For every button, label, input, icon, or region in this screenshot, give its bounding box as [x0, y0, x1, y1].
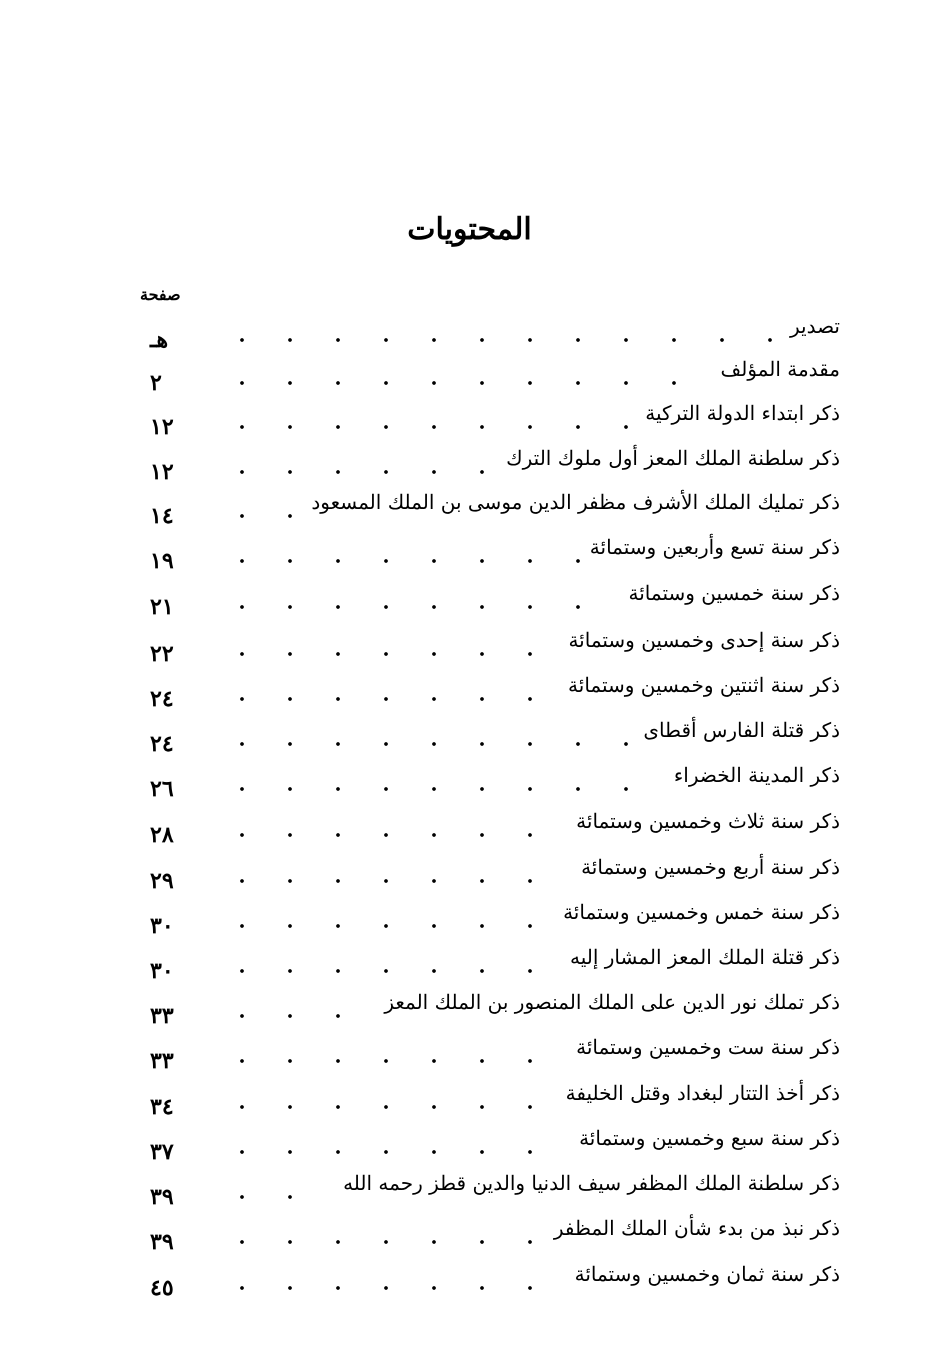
toc-entry[interactable] — [150, 445, 840, 485]
dot-leader — [218, 961, 560, 981]
toc-entry-title: ذكر سنة ست وخمسين وستمائة — [576, 1035, 840, 1059]
dot-leader — [218, 1097, 556, 1117]
toc-entry-title: تصدير — [789, 314, 840, 338]
dot-leader — [218, 330, 780, 350]
dot-leader — [218, 734, 633, 754]
toc-entry-title: ذكر سنة أربع وخمسين وستمائة — [581, 855, 840, 879]
toc-entry[interactable] — [150, 854, 840, 894]
toc-entry-page: ٢٤ — [150, 686, 174, 712]
toc-entry[interactable] — [150, 717, 840, 757]
toc-entry-page: ٣٩ — [150, 1184, 174, 1210]
dot-leader — [218, 644, 558, 664]
toc-entry-page: ٣٧ — [150, 1139, 174, 1165]
dot-leader — [218, 916, 553, 936]
toc-entry-title: ذكر سنة اثنتين وخمسين وستمائة — [568, 673, 840, 697]
toc-entry[interactable] — [150, 1170, 840, 1210]
toc-entry-page: ١٢ — [150, 414, 174, 440]
toc-entry[interactable] — [150, 400, 840, 440]
toc-entry-title: ذكر سنة خمس وخمسين وستمائة — [563, 900, 840, 924]
toc-entry-title: ذكر سلطنة الملك المظفر سيف الدنيا والدين قطز رحمه الله — [343, 1171, 840, 1195]
toc-entry-title: ذكر سنة ثمان وخمسين وستمائة — [574, 1262, 840, 1286]
dot-leader — [218, 373, 711, 393]
toc-entry-page: ٢٩ — [150, 868, 174, 894]
toc-entry[interactable] — [150, 1034, 840, 1074]
toc-entry[interactable] — [150, 1215, 840, 1255]
dot-leader — [218, 871, 571, 891]
toc-entry-title: ذكر سنة تسع وأربعين وستمائة — [589, 535, 840, 559]
toc-entry[interactable] — [150, 944, 840, 984]
toc-entry-page: ٣٩ — [150, 1229, 174, 1255]
toc-entry[interactable] — [150, 672, 840, 712]
toc-entry[interactable] — [150, 534, 840, 574]
dot-leader — [218, 1142, 569, 1162]
toc-entry-page: ٣٠ — [150, 913, 174, 939]
toc-entry-title: ذكر المدينة الخضراء — [673, 763, 840, 787]
toc-entry-title: ذكر قتلة الملك المعز المشار إليه — [570, 945, 840, 969]
toc-entry-page: ٣٣ — [150, 1003, 174, 1029]
toc-entry-page: ١٢ — [150, 459, 174, 485]
toc-entry-title: ذكر سلطنة الملك المعز أول ملوك الترك — [506, 446, 840, 470]
toc-entry-title: مقدمة المؤلف — [720, 357, 840, 381]
dot-leader — [218, 462, 496, 482]
toc-entry-title: ذكر سنة خمسين وستمائة — [628, 581, 840, 605]
toc-entry[interactable] — [150, 808, 840, 848]
toc-entry[interactable] — [150, 1080, 840, 1120]
dot-leader — [218, 1278, 565, 1298]
toc-entry-page: ٣٣ — [150, 1048, 174, 1074]
toc-entry-title: ذكر قتلة الفارس أقطاى — [643, 718, 840, 742]
dot-leader — [218, 779, 664, 799]
toc-entry-page: ٢ — [150, 370, 162, 396]
toc-entry-page: ٢١ — [150, 594, 174, 620]
toc-entry[interactable] — [150, 580, 840, 620]
toc-entry[interactable] — [150, 356, 840, 396]
toc-entry-page: هـ — [150, 327, 169, 353]
toc-entry-page: ٢٤ — [150, 731, 174, 757]
page-title: المحتويات — [407, 212, 532, 247]
toc-entry[interactable] — [150, 762, 840, 802]
toc-entry-title: ذكر أخذ التتار لبغداد وقتل الخليفة — [565, 1081, 840, 1105]
dot-leader — [218, 1187, 333, 1207]
toc-entry[interactable] — [150, 489, 840, 529]
toc-entry-title: ذكر تمليك الملك الأشرف مظفر الدين موسى بن الملك المسعود — [311, 490, 840, 514]
toc-entry-title: ذكر تملك نور الدين على الملك المنصور بن الملك المعز — [384, 990, 840, 1014]
toc-entry[interactable] — [150, 1125, 840, 1165]
toc-entry-page: ٢٦ — [150, 776, 174, 802]
toc-entry-title: ذكر سنة ثلاث وخمسين وستمائة — [576, 809, 840, 833]
toc-entry[interactable] — [150, 313, 840, 353]
dot-leader — [218, 825, 566, 845]
toc-entry[interactable] — [150, 1261, 840, 1301]
dot-leader — [218, 417, 635, 437]
toc-entry-page: ٤٥ — [150, 1275, 174, 1301]
dot-leader — [218, 1006, 374, 1026]
toc-entry-title: ذكر ابتداء الدولة التركية — [645, 401, 840, 425]
toc-entry-page: ٣٠ — [150, 958, 174, 984]
dot-leader — [218, 551, 580, 571]
toc-entry-page: ٢٨ — [150, 822, 174, 848]
dot-leader — [218, 1232, 544, 1252]
toc-entry-page: ١٩ — [150, 548, 174, 574]
toc-entry[interactable] — [150, 899, 840, 939]
toc-entry[interactable] — [150, 627, 840, 667]
toc-entry-page: ١٤ — [150, 503, 174, 529]
toc-entry-title: ذكر سنة سبع وخمسين وستمائة — [579, 1126, 840, 1150]
toc-entry[interactable] — [150, 989, 840, 1029]
dot-leader — [218, 1051, 566, 1071]
toc-entry-title: ذكر سنة إحدى وخمسين وستمائة — [568, 628, 840, 652]
dot-leader — [218, 506, 301, 526]
dot-leader — [218, 597, 619, 617]
toc-entry-page: ٣٤ — [150, 1094, 174, 1120]
dot-leader — [218, 689, 558, 709]
toc-entry-page: ٢٢ — [150, 641, 174, 667]
toc-entry-title: ذكر نبذ من بدء شأن الملك المظفر — [553, 1216, 840, 1240]
page-column-label: صفحة — [140, 285, 181, 304]
